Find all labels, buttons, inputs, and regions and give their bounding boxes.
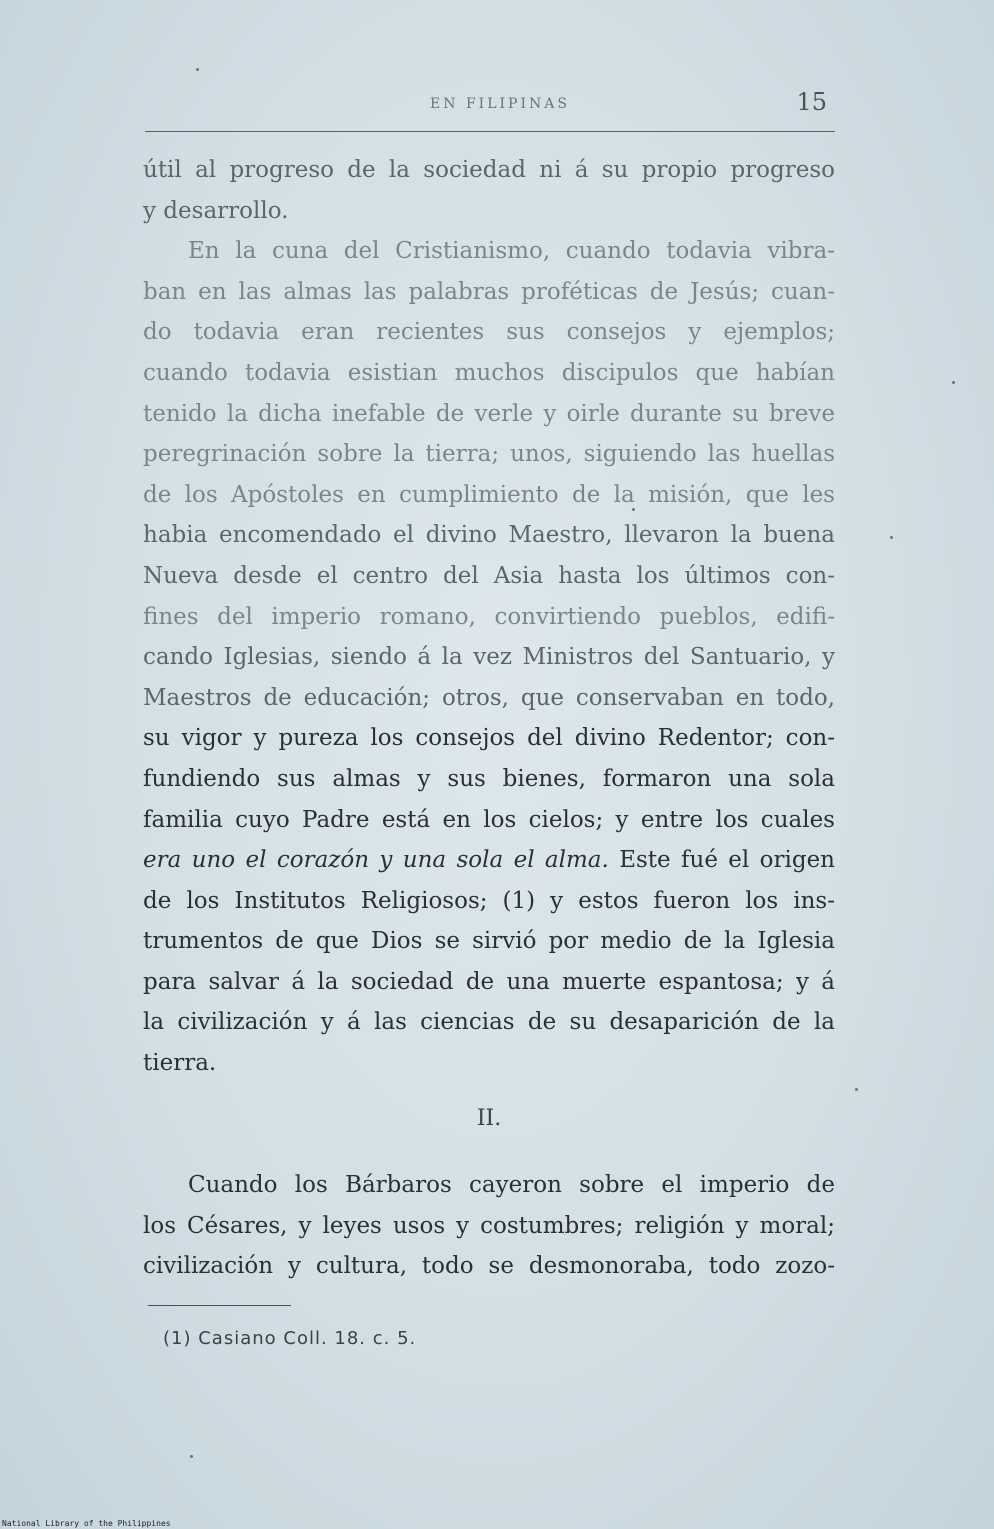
text-line: do todavia eran recientes sus consejos y ejemplos; (143, 319, 835, 346)
paper-speck (196, 68, 199, 71)
text-line: su vigor y pureza los consejos del divino Redentor; con- (143, 725, 835, 752)
text-line: los Césares, y leyes usos y costumbres; religión y moral; (143, 1212, 835, 1239)
footnote-rule (148, 1305, 291, 1306)
library-credit: National Library of the Philippines (2, 1519, 171, 1528)
text-line: de los Institutos Religiosos; (1) y estos fueron los ins- (143, 887, 835, 914)
text-line: tenido la dicha inefable de verle y oirle durante su breve (143, 400, 835, 427)
text-line: útil al progreso de la sociedad ni á su propio progreso (143, 157, 835, 183)
text-line: y desarrollo. (143, 197, 289, 224)
text-line: civilización y cultura, todo se desmonoraba, todo zozo- (143, 1253, 835, 1280)
text-line: trumentos de que Dios se sirvió por medio de la Iglesia (143, 928, 835, 955)
text-line: para salvar á la sociedad de una muerte espantosa; y á (143, 968, 835, 995)
paper-speck (190, 1455, 193, 1458)
header-rule (145, 131, 835, 132)
text-span: Este fué el origen (608, 847, 835, 874)
text-line: Maestros de educación; otros, que conservaban en todo, (143, 684, 835, 711)
text-line: En la cuna del Cristianismo, cuando todavia vibra- (188, 238, 835, 265)
text-line: cuando todavia esistian muchos discipulos que habían (143, 359, 835, 386)
section-text (143, 1165, 835, 1287)
text-line: peregrinación sobre la tierra; unos, siguiendo las huellas (143, 441, 835, 468)
paper-speck (632, 508, 635, 511)
text-line: cando Iglesias, siendo á la vez Ministros del Santuario, y (143, 644, 835, 671)
text-line: familia cuyo Padre está en los cielos; y entre los cuales (143, 806, 835, 833)
paper-speck (855, 1088, 858, 1091)
text-line: fundiendo sus almas y sus bienes, formaron una sola (143, 765, 835, 792)
text-line: Nueva desde el centro del Asia hasta los últimos con- (143, 562, 835, 589)
text-line: tierra. (143, 1050, 217, 1077)
paper-speck (952, 381, 955, 384)
running-title: EN FILIPINAS (430, 96, 570, 112)
text-line: fines del imperio romano, convirtiendo pueblos, edifi- (143, 603, 835, 630)
text-line: habia encomendado el divino Maestro, llevaron la buena (143, 522, 835, 549)
text-line: ban en las almas las palabras proféticas de Jesús; cuan- (143, 278, 835, 305)
italic-quote: era uno el corazón y una sola el alma. (143, 847, 609, 874)
text-line: de los Apóstoles en cumplimiento de la misión, que les (143, 481, 835, 508)
text-line: la civilización y á las ciencias de su desaparición de la (143, 1009, 835, 1036)
paper-speck (890, 536, 893, 539)
page-number: 15 (796, 88, 827, 116)
running-head (145, 88, 835, 128)
text-line: Cuando los Bárbaros cayeron sobre el imperio de (188, 1172, 835, 1198)
section-heading: II. (476, 1106, 502, 1131)
text-line-italic-quote (143, 840, 835, 881)
body-text (143, 150, 835, 1084)
footnote: (1) Casiano Coll. 18. c. 5. (163, 1328, 417, 1349)
